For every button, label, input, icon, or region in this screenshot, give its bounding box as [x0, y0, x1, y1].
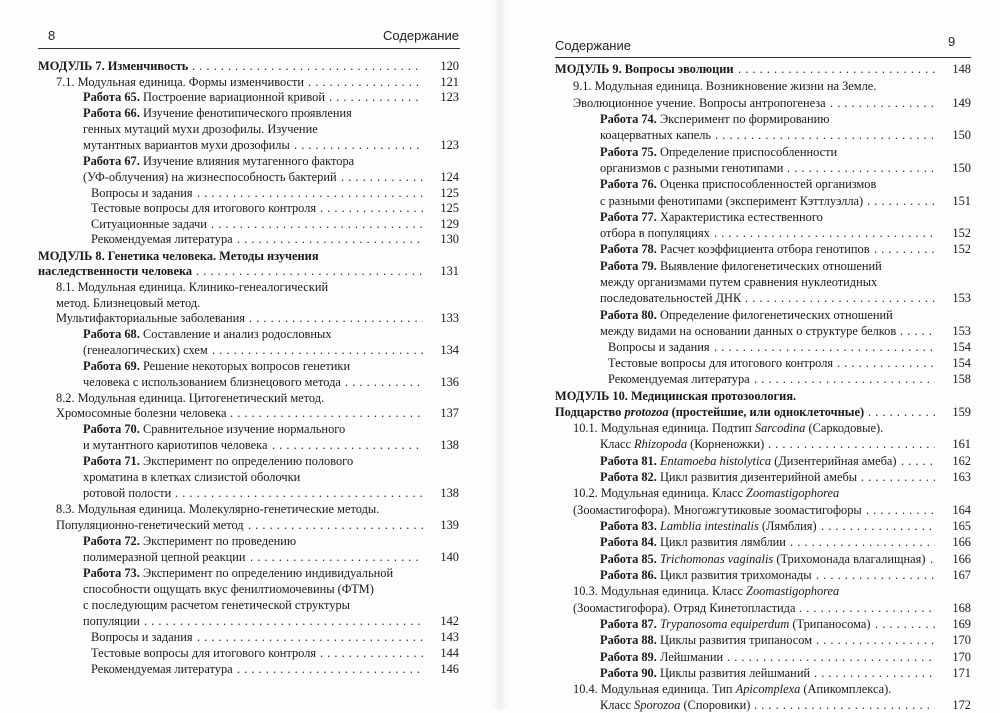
- toc-entry-title: Эволюционное учение. Вопросы антропогенеза: [573, 96, 826, 110]
- dot-leader: [294, 137, 423, 153]
- toc-page-number: 125: [440, 201, 459, 215]
- toc-entry-title: Вопросы и задания: [91, 630, 193, 644]
- dot-leader: [754, 697, 935, 713]
- toc-entry: [38, 216, 459, 232]
- toc-entry-title: Работа 87. Trypanosoma equiperdum (Трипаносома): [600, 617, 871, 631]
- toc-entry: [38, 358, 459, 374]
- toc-entry-title: отбора в популяциях: [600, 226, 710, 240]
- toc-page-number: 171: [952, 666, 971, 680]
- toc-entry-title: Работа 85. Trichomonas vaginalis (Трихомонада влагалищная): [600, 552, 926, 566]
- toc-entry-title: последовательностей ДНК: [600, 291, 742, 305]
- page-number: 8: [48, 28, 56, 43]
- dot-leader: [875, 616, 935, 632]
- dot-leader: [329, 89, 423, 105]
- dot-leader: [874, 241, 935, 257]
- toc-page-number: 170: [952, 633, 971, 647]
- dot-leader: [816, 567, 935, 583]
- dot-leader: [799, 600, 935, 616]
- dot-leader: [727, 649, 935, 665]
- toc-entry: [555, 388, 971, 404]
- toc-page-number: 130: [440, 232, 459, 246]
- toc-entry-title: Работа 76. Оценка приспособленностей организмов: [600, 177, 877, 191]
- toc-entry-title: Мультифакториальные заболевания: [56, 311, 245, 325]
- toc-entry: [555, 616, 971, 632]
- toc-entry: [555, 176, 971, 192]
- toc-entry: [555, 241, 971, 257]
- dot-leader: [821, 518, 935, 534]
- toc-entry: [555, 469, 971, 485]
- toc-entry-title: МОДУЛЬ 10. Медицинская протозоология.: [555, 389, 797, 403]
- toc-page-number: 121: [440, 75, 459, 89]
- toc-entry-title: метод. Близнецовый метод.: [56, 296, 201, 310]
- toc-entry: [555, 665, 971, 681]
- toc-entry: [555, 534, 971, 550]
- toc-entry: [555, 697, 971, 713]
- toc-entry: [555, 436, 971, 452]
- toc-entry: [555, 371, 971, 387]
- dot-leader: [738, 61, 935, 77]
- toc-entry: [38, 517, 459, 533]
- toc-entry-title: Работа 88. Циклы развития трипаносом: [600, 633, 813, 647]
- toc-entry: [38, 661, 459, 677]
- dot-leader: [320, 200, 423, 216]
- toc-page-number: 149: [952, 96, 971, 110]
- toc-entry: [38, 231, 459, 247]
- dot-leader: [790, 534, 935, 550]
- dot-leader: [837, 355, 935, 371]
- dot-leader: [345, 374, 423, 390]
- toc-page-number: 162: [952, 454, 971, 468]
- toc-page-number: 139: [440, 518, 459, 532]
- toc-page-number: 146: [440, 662, 459, 676]
- dot-leader: [249, 310, 423, 326]
- toc-page-number: 158: [952, 372, 971, 386]
- toc-entry-title: 10.2. Модульная единица. Класс Zoomastigophorea: [573, 486, 840, 500]
- toc-entry: [38, 581, 459, 597]
- toc-entry-title: 7.1. Модульная единица. Формы изменчивости: [56, 75, 305, 89]
- toc-entry: [555, 274, 971, 290]
- toc-page-number: 150: [952, 128, 971, 142]
- toc-entry: [555, 61, 971, 77]
- toc-page-number: 166: [952, 552, 971, 566]
- toc-entry-title: МОДУЛЬ 8. Генетика человека. Методы изучения: [38, 249, 319, 263]
- toc-entry: [555, 485, 971, 501]
- toc-entry-title: Популяционно-генетический метод: [56, 518, 244, 532]
- dot-leader: [230, 405, 423, 421]
- toc-entry: [38, 169, 459, 185]
- toc-page-number: 136: [440, 375, 459, 389]
- toc-page-number: 133: [440, 311, 459, 325]
- dot-leader: [866, 502, 935, 518]
- toc-entry-title: Работа 71. Эксперимент по определению полового: [83, 454, 354, 468]
- toc-entry: [555, 567, 971, 583]
- toc-page-number: 153: [952, 324, 971, 338]
- toc-entry-title: с разными фенотипами (эксперимент Кэттлуэлла): [600, 194, 864, 208]
- toc-entry-title: МОДУЛЬ 7. Изменчивость: [38, 59, 189, 73]
- toc-page-number: 123: [440, 90, 459, 104]
- toc-entry-title: наследственности человека: [38, 264, 193, 278]
- toc-entry-title: (Зоомастигофора). Отряд Кинетопластида: [573, 601, 796, 615]
- toc-entry: [555, 583, 971, 599]
- toc-entry-title: Ситуационные задачи: [91, 217, 207, 231]
- toc-entry: [38, 453, 459, 469]
- toc-page-number: 172: [952, 698, 971, 712]
- toc-entry: [555, 307, 971, 323]
- toc-page-number: 123: [440, 138, 459, 152]
- toc-entry-title: 8.2. Модульная единица. Цитогенетический метод.: [56, 391, 325, 405]
- toc-entry: [38, 105, 459, 121]
- page-number: 9: [948, 34, 956, 49]
- toc-entry: [555, 323, 971, 339]
- toc-entry: [38, 485, 459, 501]
- toc-entry-title: Работа 67. Изучение влияния мутагенного фактора: [83, 154, 355, 168]
- toc-entry-title: Работа 86. Цикл развития трихомонады: [600, 568, 812, 582]
- toc-entry: [555, 290, 971, 306]
- toc-entry: [555, 209, 971, 225]
- dot-leader: [900, 323, 935, 339]
- toc-page-number: 165: [952, 519, 971, 533]
- toc-entry: [38, 390, 459, 406]
- toc-entry-title: коацерватных капель: [600, 128, 712, 142]
- dot-leader: [901, 453, 935, 469]
- toc-entry-title: Работа 80. Определение филогенетических отношений: [600, 308, 893, 322]
- toc-entry: [38, 565, 459, 581]
- toc-entry-title: Тестовые вопросы для итогового контроля: [608, 356, 834, 370]
- toc-page-number: 166: [952, 535, 971, 549]
- toc-entry-title: полимеразной цепной реакции: [83, 550, 246, 564]
- dot-leader: [830, 95, 935, 111]
- dot-leader: [197, 185, 423, 201]
- toc-entry: [555, 355, 971, 371]
- toc-entry-title: Тестовые вопросы для итогового контроля: [91, 201, 317, 215]
- toc-entry: [38, 58, 459, 74]
- toc-page-number: 153: [952, 291, 971, 305]
- dot-leader: [861, 469, 935, 485]
- toc-entry-title: Рекомендуемая литература: [91, 662, 233, 676]
- toc-entry: [38, 153, 459, 169]
- toc-entry: [555, 632, 971, 648]
- dot-leader: [272, 437, 423, 453]
- toc-entry-title: (УФ-облучения) на жизнеспособность бактерий: [83, 170, 337, 184]
- toc-page-number: 131: [440, 264, 459, 278]
- toc-entry: [38, 342, 459, 358]
- dot-leader: [754, 371, 935, 387]
- toc-entry: [38, 629, 459, 645]
- header-rule: [555, 57, 971, 58]
- toc-entry-title: Работа 69. Решение некоторых вопросов генетики: [83, 359, 351, 373]
- dot-leader: [212, 342, 423, 358]
- toc-entry-title: 8.1. Модульная единица. Клинико-генеалогический: [56, 280, 329, 294]
- toc-entry: [555, 95, 971, 111]
- toc-entry: [38, 310, 459, 326]
- toc-entry-title: Работа 90. Циклы развития лейшманий: [600, 666, 811, 680]
- dot-leader: [196, 263, 423, 279]
- toc-entry-title: (генеалогических) схем: [83, 343, 208, 357]
- toc-entry: [38, 248, 459, 264]
- toc-entry: [38, 549, 459, 565]
- toc-page-number: 168: [952, 601, 971, 615]
- toc-entry: [38, 121, 459, 137]
- right-page: [500, 0, 1000, 712]
- toc-entry: [555, 600, 971, 616]
- toc-entry-title: 10.3. Модульная единица. Класс Zoomastigophorea: [573, 584, 840, 598]
- toc-entry-title: генных мутаций мухи дрозофилы. Изучение: [83, 122, 318, 136]
- toc-entry-title: между организмами путем сравнения нуклеотидных: [600, 275, 878, 289]
- toc-page-number: 134: [440, 343, 459, 357]
- dot-leader: [768, 436, 935, 452]
- left-page: [0, 0, 500, 709]
- dot-leader: [867, 193, 935, 209]
- toc-entry-title: с последующим расчетом генетической структуры: [83, 598, 351, 612]
- toc-entry-title: Вопросы и задания: [608, 340, 710, 354]
- toc-page-number: 161: [952, 437, 971, 451]
- toc-entry-title: Работа 77. Характеристика естественного: [600, 210, 823, 224]
- toc-entry: [38, 295, 459, 311]
- toc-entry: [38, 469, 459, 485]
- toc-page-number: 151: [952, 194, 971, 208]
- toc-entry: [555, 258, 971, 274]
- dot-leader: [237, 231, 423, 247]
- toc-entry-title: способности ощущать вкус фенилтиомочевины (ФТМ): [83, 582, 374, 596]
- toc-entry: [38, 185, 459, 201]
- toc-entry-title: МОДУЛЬ 9. Вопросы эволюции: [555, 62, 734, 76]
- toc-entry: [38, 501, 459, 517]
- toc-entry: [38, 421, 459, 437]
- toc-page-number: 137: [440, 406, 459, 420]
- toc-entry: [38, 279, 459, 295]
- toc-entry-title: Работа 78. Расчет коэффициента отбора генотипов: [600, 242, 870, 256]
- dot-leader: [248, 517, 423, 533]
- toc-page-number: 120: [440, 59, 459, 73]
- toc-page-number: 124: [440, 170, 459, 184]
- toc-entry-title: Тестовые вопросы для итогового контроля: [91, 646, 317, 660]
- dot-leader: [197, 629, 423, 645]
- toc-entry-title: Работа 72. Эксперимент по проведению: [83, 534, 297, 548]
- toc-entry: [555, 160, 971, 176]
- toc-page-number: 148: [952, 62, 971, 76]
- toc-entry: [555, 127, 971, 143]
- toc-entry: [555, 339, 971, 355]
- toc-entry-title: Работа 75. Определение приспособленности: [600, 145, 838, 159]
- dot-leader: [320, 645, 423, 661]
- toc-entry: [38, 613, 459, 629]
- toc-page-number: 125: [440, 186, 459, 200]
- toc-entry-title: Работа 84. Цикл развития лямблии: [600, 535, 786, 549]
- toc-entry-title: между видами на основании данных о структуре белков: [600, 324, 897, 338]
- toc-entry: [38, 645, 459, 661]
- dot-leader: [930, 551, 935, 567]
- dot-leader: [814, 665, 935, 681]
- toc-entry: [555, 551, 971, 567]
- toc-entry: [555, 225, 971, 241]
- dot-leader: [715, 127, 935, 143]
- toc-page-number: 138: [440, 486, 459, 500]
- toc-entry: [38, 263, 459, 279]
- toc-entry: [38, 89, 459, 105]
- toc-entry-title: организмов с разными генотипами: [600, 161, 784, 175]
- toc-entry: [38, 74, 459, 90]
- toc-entry-title: Работа 68. Составление и анализ родословных: [83, 327, 332, 341]
- toc-entry: [555, 111, 971, 127]
- toc-entry-title: ротовой полости: [83, 486, 172, 500]
- toc-entry-title: Работа 89. Лейшмании: [600, 650, 724, 664]
- toc-page-number: 159: [952, 405, 971, 419]
- dot-leader: [714, 225, 935, 241]
- toc-entry-title: Вопросы и задания: [91, 186, 193, 200]
- toc-entry: [555, 453, 971, 469]
- toc-entry-title: Рекомендуемая литература: [608, 372, 750, 386]
- toc-entry-title: и мутантного кариотипов человека: [83, 438, 268, 452]
- toc-page-number: 167: [952, 568, 971, 582]
- toc-entry-title: Рекомендуемая литература: [91, 232, 233, 246]
- toc-entry: [555, 681, 971, 697]
- toc-entry: [555, 78, 971, 94]
- toc-entry: [38, 405, 459, 421]
- running-header: Содержание: [383, 28, 459, 43]
- toc-entry: [555, 193, 971, 209]
- toc-page-number: 142: [440, 614, 459, 628]
- toc-page-number: 152: [952, 226, 971, 240]
- toc-entry-title: Работа 65. Построение вариационной кривой: [83, 90, 325, 104]
- toc-entry-title: Хромосомные болезни человека: [56, 406, 227, 420]
- toc-entry-title: Класс Rhizopoda (Корненожки): [600, 437, 765, 451]
- toc-entry: [555, 404, 971, 420]
- toc-entry: [38, 597, 459, 613]
- toc-entry: [38, 326, 459, 342]
- toc-entry-title: человека с использованием близнецового метода: [83, 375, 341, 389]
- dot-leader: [211, 216, 423, 232]
- toc-entry: [38, 374, 459, 390]
- toc-entry-title: хроматина в клетках слизистой оболочки: [83, 470, 301, 484]
- toc-page-number: 170: [952, 650, 971, 664]
- header-rule: [38, 48, 460, 49]
- toc-entry-title: 8.3. Модульная единица. Молекулярно-генетические методы.: [56, 502, 380, 516]
- toc-entry-title: популяции: [83, 614, 140, 628]
- toc-page-number: 154: [952, 340, 971, 354]
- toc-page-number: 163: [952, 470, 971, 484]
- dot-leader: [745, 290, 935, 306]
- dot-leader: [816, 632, 935, 648]
- toc-entry-title: 10.1. Модульная единица. Подтип Sarcodina (Саркодовые).: [573, 421, 884, 435]
- toc-entry: [38, 437, 459, 453]
- dot-leader: [308, 74, 423, 90]
- toc-entry: [38, 137, 459, 153]
- toc-page-number: 138: [440, 438, 459, 452]
- toc-entry-title: Работа 73. Эксперимент по определению индивидуальной: [83, 566, 394, 580]
- toc-entry-title: Класс Sporozoa (Споровики): [600, 698, 751, 712]
- dot-leader: [787, 160, 935, 176]
- toc-page-number: 164: [952, 503, 971, 517]
- dot-leader: [237, 661, 423, 677]
- toc-entry: [38, 533, 459, 549]
- toc-entry-title: Работа 82. Цикл развития дизентерийной амебы: [600, 470, 858, 484]
- toc-page-number: 129: [440, 217, 459, 231]
- dot-leader: [144, 613, 423, 629]
- toc-entry-title: (Зоомастигофора). Многожгутиковые зоомастигофоры: [573, 503, 862, 517]
- toc-entry-title: Работа 83. Lamblia intestinalis (Лямблия): [600, 519, 817, 533]
- toc-page-number: 152: [952, 242, 971, 256]
- toc-entry-title: мутантных вариантов мухи дрозофилы: [83, 138, 290, 152]
- dot-leader: [341, 169, 423, 185]
- dot-leader: [250, 549, 423, 565]
- toc-entry: [555, 518, 971, 534]
- toc-entry: [555, 502, 971, 518]
- toc-page-number: 143: [440, 630, 459, 644]
- toc-entry-title: Работа 66. Изучение фенотипического проявления: [83, 106, 352, 120]
- toc-entry-title: Работа 74. Эксперимент по формированию: [600, 112, 830, 126]
- dot-leader: [175, 485, 423, 501]
- toc-page-number: 144: [440, 646, 459, 660]
- dot-leader: [868, 404, 935, 420]
- toc-page-number: 154: [952, 356, 971, 370]
- toc-entry-title: Работа 79. Выявление филогенетических отношений: [600, 259, 882, 273]
- toc-entry-title: Работа 70. Сравнительное изучение нормального: [83, 422, 346, 436]
- toc-entry: [555, 420, 971, 436]
- toc-entry: [555, 649, 971, 665]
- toc-page-number: 150: [952, 161, 971, 175]
- dot-leader: [192, 58, 423, 74]
- running-header: Содержание: [555, 38, 631, 53]
- toc-entry: [38, 200, 459, 216]
- toc-page-number: 140: [440, 550, 459, 564]
- toc-entry-title: 10.4. Модульная единица. Тип Apicomplexa (Апикомплекса).: [573, 682, 892, 696]
- dot-leader: [714, 339, 935, 355]
- toc-entry-title: 9.1. Модульная единица. Возникновение жизни на Земле.: [573, 79, 877, 93]
- toc-entry-title: Подцарство protozoa (простейшие, или одноклеточные): [555, 405, 865, 419]
- toc-entry-title: Работа 81. Entamoeba histolytica (Дизентерийная амеба): [600, 454, 897, 468]
- toc-entry: [555, 144, 971, 160]
- toc-page-number: 169: [952, 617, 971, 631]
